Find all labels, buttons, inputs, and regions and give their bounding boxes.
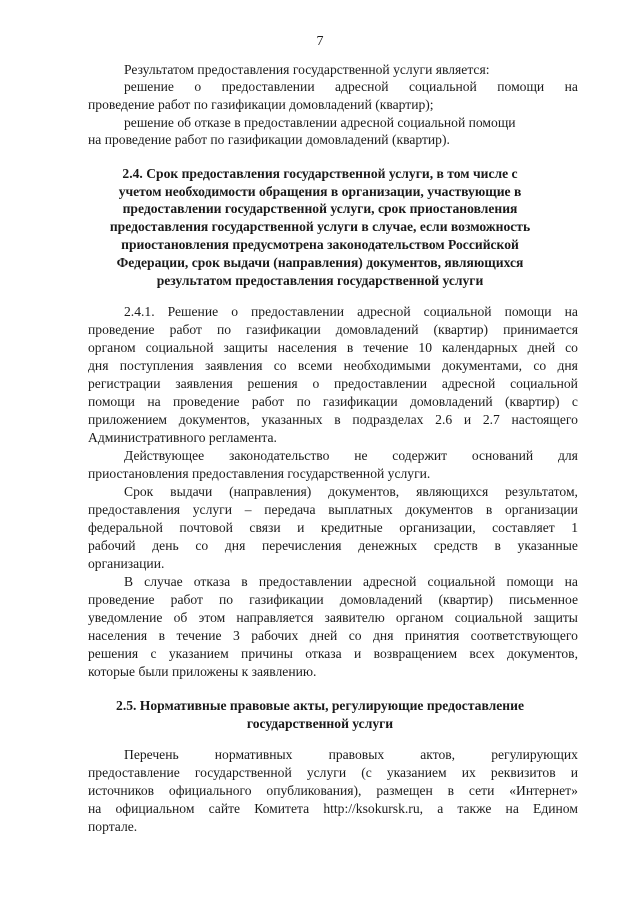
word: документов,: [506, 646, 578, 661]
intro-line: [124, 78, 578, 95]
paragraph-line: организации.: [88, 556, 165, 571]
paragraph-line: Административного регламента.: [88, 430, 277, 445]
word: отказа: [193, 574, 231, 589]
word: Действующее: [124, 448, 205, 463]
word: защиты: [223, 340, 268, 355]
word: дня: [88, 358, 109, 373]
word: со: [273, 358, 287, 373]
word: с: [150, 646, 157, 661]
word: в: [158, 628, 166, 643]
word: передача: [264, 502, 316, 517]
word: этом: [198, 610, 226, 625]
word: на: [505, 801, 519, 816]
word: работ: [169, 322, 202, 337]
word: поступления: [119, 358, 194, 373]
word: источников: [88, 783, 155, 798]
section-heading-line: 2.4. Срок предоставления государственной услуги, в том числе с: [122, 166, 518, 181]
word: на: [564, 574, 578, 589]
word: домовладений: [339, 592, 423, 607]
word: почтовой: [179, 520, 233, 535]
word: на: [564, 304, 578, 319]
section-heading-line: государственной услуги: [246, 716, 394, 731]
word: http://ksokursk.ru,: [323, 801, 424, 816]
word: в: [447, 783, 455, 798]
word: реквизитов: [490, 765, 556, 780]
paragraph-line: [88, 537, 578, 554]
word: принимается: [503, 322, 578, 337]
word: домовладений: [335, 322, 419, 337]
word: Срок: [124, 484, 154, 499]
word: регистрации: [88, 376, 161, 391]
paragraph-line: [88, 357, 578, 374]
section-heading-line: приостановления предусмотрена законодательством Российской: [121, 237, 519, 252]
word: принятия: [404, 628, 460, 643]
word: нормативных: [214, 747, 293, 762]
word: течение: [176, 628, 222, 643]
word: помощи: [506, 574, 554, 589]
word: населения: [277, 340, 337, 355]
word: государственной: [194, 765, 292, 780]
word: социальной: [510, 376, 578, 391]
word: 2.6: [435, 412, 453, 427]
paragraph-line: [88, 519, 578, 536]
word: составляет: [492, 520, 555, 535]
word: всех: [469, 646, 495, 661]
word: актов,: [420, 747, 456, 762]
word: уведомление: [88, 610, 163, 625]
word: дней: [527, 340, 556, 355]
word: содержит: [392, 448, 448, 463]
paragraph-line: портале.: [88, 819, 138, 834]
word: адресной: [441, 376, 496, 391]
word: по: [217, 322, 232, 337]
word: в: [494, 538, 501, 553]
word: социальной: [145, 340, 214, 355]
paragraph-line: [124, 483, 578, 500]
word: их: [461, 765, 476, 780]
word: помощи: [504, 304, 552, 319]
word: подразделах: [352, 412, 424, 427]
word: услуги: [306, 765, 347, 780]
word: календарных: [442, 340, 518, 355]
word: дня: [224, 538, 246, 553]
word: предоставлении: [251, 304, 345, 319]
word: указанных: [261, 412, 323, 427]
paragraph-line: [124, 303, 578, 320]
paragraph-line: [88, 627, 578, 644]
word: организации,: [399, 520, 476, 535]
word: размещен: [376, 783, 433, 798]
paragraph-line: [88, 501, 578, 518]
paragraph-line: [88, 375, 578, 392]
word: официального: [168, 783, 252, 798]
word: и: [570, 765, 578, 780]
word: документов: [405, 502, 474, 517]
word: о: [231, 304, 238, 319]
word: Решение: [167, 304, 219, 319]
word: по: [218, 592, 234, 607]
word: письменное: [509, 592, 578, 607]
word: направляется: [236, 610, 314, 625]
word: (квартир): [504, 394, 560, 409]
word: правовых: [328, 747, 385, 762]
word: проведение: [88, 592, 155, 607]
word: 3: [233, 628, 240, 643]
word: сайте: [208, 801, 241, 816]
word: со: [348, 628, 362, 643]
word: и: [463, 412, 472, 427]
word: работ: [251, 394, 285, 409]
word: для: [557, 448, 578, 463]
paragraph-line: [88, 645, 578, 662]
word: организации: [504, 502, 578, 517]
word: со: [533, 358, 547, 373]
word: адресной: [362, 574, 417, 589]
word: дня: [557, 358, 578, 373]
paragraph-line: [88, 393, 578, 410]
word: 2.4.1.: [124, 304, 155, 319]
paragraph-line: [124, 746, 578, 763]
word: настоящего: [511, 412, 578, 427]
word: в: [334, 412, 341, 427]
paragraph-line: [88, 591, 578, 608]
word: федеральной: [88, 520, 163, 535]
paragraph-line: [88, 609, 578, 626]
word: средств: [433, 538, 478, 553]
word: также: [457, 801, 492, 816]
word: перечисления: [262, 538, 342, 553]
word: являющихся: [416, 484, 489, 499]
word: адресной: [335, 79, 389, 94]
paragraph-line: [88, 411, 578, 428]
word: по: [296, 394, 311, 409]
word: указанием: [168, 646, 229, 661]
section-heading-line: Федерации, срок выдачи (направления) документов, являющихся: [116, 255, 524, 270]
word: и: [297, 520, 305, 535]
word: случае: [144, 574, 183, 589]
word: рабочих: [251, 628, 299, 643]
word: предоставлении: [258, 574, 352, 589]
word: Перечень: [124, 747, 179, 762]
word: –: [244, 502, 252, 517]
word: заявления: [175, 376, 233, 391]
word: органом: [88, 340, 136, 355]
word: домовладений: [409, 394, 493, 409]
word: дня: [373, 628, 394, 643]
word: результатом,: [505, 484, 578, 499]
word: помощи: [88, 394, 135, 409]
intro-line: проведение работ по газификации домовладений (квартир);: [88, 97, 434, 112]
intro-line: на проведение работ по газификации домовладений (квартир).: [88, 132, 450, 147]
word: рабочий: [88, 538, 136, 553]
page-number: 7: [316, 34, 324, 49]
word: возвращением: [373, 646, 458, 661]
word: 2.7: [482, 412, 500, 427]
word: а: [437, 801, 444, 816]
word: (квартир): [433, 322, 489, 337]
word: указанием: [386, 765, 447, 780]
word: всеми: [297, 358, 333, 373]
word: предоставлении: [334, 376, 428, 391]
word: газификации: [249, 592, 324, 607]
word: 1: [571, 520, 578, 535]
word: денежных: [358, 538, 418, 553]
word: решения: [88, 646, 139, 661]
word: адресной: [357, 304, 411, 319]
word: в: [346, 340, 354, 355]
word: на: [564, 79, 578, 94]
paragraph-line: [88, 321, 578, 338]
word: Едином: [533, 801, 578, 816]
word: оснований: [471, 448, 534, 463]
section-heading-line: предоставления государственной услуги в случае, если возможность: [109, 219, 531, 234]
word: об: [173, 610, 188, 625]
paragraph-line: [88, 339, 578, 356]
word: отказа: [305, 646, 342, 661]
word: в: [241, 574, 248, 589]
word: документов,: [178, 412, 250, 427]
word: и: [354, 646, 362, 661]
word: дней: [309, 628, 338, 643]
word: социальной: [408, 79, 477, 94]
word: причины: [241, 646, 293, 661]
word: (с: [361, 765, 372, 780]
word: заявления: [204, 358, 263, 373]
paragraph-line: [88, 764, 578, 781]
word: с: [571, 394, 578, 409]
word: необходимыми: [343, 358, 431, 373]
word: сети: [468, 783, 495, 798]
word: предоставления: [88, 502, 181, 517]
word: течение: [363, 340, 409, 355]
word: газификации: [246, 322, 321, 337]
word: на: [147, 394, 161, 409]
word: проведение: [88, 322, 155, 337]
word: социальной: [423, 304, 492, 319]
paragraph-line: которые были приложены к заявлению.: [88, 664, 317, 679]
word: законодательство: [228, 448, 330, 463]
paragraph-line: приостановления предоставления государственной услуги.: [88, 466, 431, 481]
word: выплатных: [328, 502, 393, 517]
word: помощи: [497, 79, 545, 94]
word: о: [194, 79, 202, 94]
word: социальной: [454, 610, 523, 625]
paragraph-line: [88, 800, 578, 817]
word: день: [152, 538, 179, 553]
word: в: [485, 502, 493, 517]
word: решения: [247, 376, 298, 391]
word: «Интернет»: [509, 783, 578, 798]
word: соответствующего: [470, 628, 578, 643]
word: населения: [88, 628, 148, 643]
intro-line: решение об отказе в предоставлении адресной социальной помощи: [124, 115, 516, 130]
word: официальном: [115, 801, 195, 816]
word: 10: [418, 340, 433, 355]
word: (квартир): [438, 592, 493, 607]
word: заявителю: [324, 610, 385, 625]
paragraph-line: [124, 573, 578, 590]
section-heading-line: 2.5. Нормативные правовые акты, регулирующие предоставление: [116, 698, 524, 713]
word: проведение: [172, 394, 240, 409]
word: связи: [249, 520, 281, 535]
word: защиты: [533, 610, 578, 625]
word: документов,: [328, 484, 400, 499]
word: услуги: [192, 502, 233, 517]
word: газификации: [323, 394, 398, 409]
word: указанные: [517, 538, 578, 553]
word: со: [195, 538, 209, 553]
word: опубликования),: [266, 783, 362, 798]
word: регулирующих: [491, 747, 578, 762]
word: предоставлении: [221, 79, 315, 94]
word: социальной: [427, 574, 496, 589]
word: решение: [124, 79, 174, 94]
word: органом: [395, 610, 444, 625]
word: о: [312, 376, 320, 391]
paragraph-line: [88, 782, 578, 799]
word: документами,: [441, 358, 523, 373]
word: Комитета: [254, 801, 310, 816]
section-heading-line: предоставлении государственной услуги, срок приостановления: [122, 201, 518, 216]
word: со: [565, 340, 578, 355]
word: кредитные: [320, 520, 383, 535]
intro-line: Результатом предоставления государственной услуги является:: [124, 62, 490, 77]
word: предоставление: [88, 765, 180, 780]
word: (направления): [229, 484, 312, 499]
word: работ: [170, 592, 203, 607]
section-heading-line: учетом необходимости обращения в организации, участвующие в: [118, 184, 522, 199]
word: не: [354, 448, 368, 463]
paragraph-line: [124, 447, 578, 464]
word: на: [88, 801, 102, 816]
word: выдачи: [170, 484, 213, 499]
word: В: [124, 574, 134, 589]
section-heading-line: результатом предоставления государственной услуги: [156, 273, 484, 288]
word: приложением: [88, 412, 168, 427]
